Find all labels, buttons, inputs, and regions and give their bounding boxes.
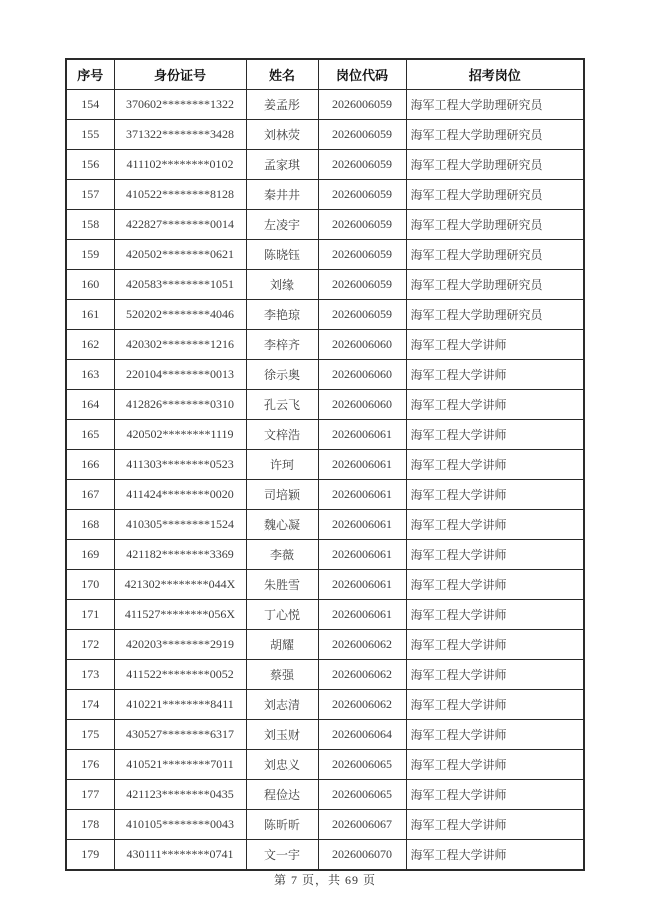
cell-serial-number: 173 — [66, 660, 114, 690]
cell-position-title: 海军工程大学讲师 — [406, 750, 584, 780]
cell-position-code: 2026006062 — [318, 690, 406, 720]
cell-position-title: 海军工程大学助理研究员 — [406, 240, 584, 270]
cell-name: 蔡强 — [246, 660, 318, 690]
cell-serial-number: 159 — [66, 240, 114, 270]
cell-position-code: 2026006061 — [318, 480, 406, 510]
cell-name: 朱胜雪 — [246, 570, 318, 600]
cell-position-code: 2026006065 — [318, 780, 406, 810]
column-header-serial-number: 序号 — [66, 59, 114, 90]
cell-name: 文梓浩 — [246, 420, 318, 450]
cell-name: 魏心凝 — [246, 510, 318, 540]
cell-id-number: 410305********1524 — [114, 510, 246, 540]
cell-id-number: 411303********0523 — [114, 450, 246, 480]
cell-name: 李艳琼 — [246, 300, 318, 330]
cell-position-code: 2026006061 — [318, 540, 406, 570]
cell-id-number: 371322********3428 — [114, 120, 246, 150]
cell-id-number: 370602********1322 — [114, 90, 246, 120]
cell-position-title: 海军工程大学讲师 — [406, 390, 584, 420]
cell-position-code: 2026006061 — [318, 420, 406, 450]
table-body — [66, 90, 584, 871]
cell-position-title: 海军工程大学助理研究员 — [406, 270, 584, 300]
cell-position-code: 2026006060 — [318, 390, 406, 420]
cell-position-code: 2026006060 — [318, 330, 406, 360]
cell-serial-number: 179 — [66, 840, 114, 871]
table-row — [66, 210, 584, 240]
cell-position-title: 海军工程大学助理研究员 — [406, 150, 584, 180]
cell-position-title: 海军工程大学讲师 — [406, 780, 584, 810]
cell-id-number: 412826********0310 — [114, 390, 246, 420]
cell-name: 孔云飞 — [246, 390, 318, 420]
cell-serial-number: 156 — [66, 150, 114, 180]
cell-serial-number: 170 — [66, 570, 114, 600]
table-row — [66, 780, 584, 810]
cell-name: 司培颖 — [246, 480, 318, 510]
cell-id-number: 420203********2919 — [114, 630, 246, 660]
cell-position-title: 海军工程大学讲师 — [406, 810, 584, 840]
cell-position-title: 海军工程大学讲师 — [406, 480, 584, 510]
cell-serial-number: 165 — [66, 420, 114, 450]
cell-serial-number: 172 — [66, 630, 114, 660]
cell-name: 刘忠义 — [246, 750, 318, 780]
table-row — [66, 660, 584, 690]
table-row — [66, 630, 584, 660]
column-header-name: 姓名 — [246, 59, 318, 90]
cell-position-code: 2026006059 — [318, 240, 406, 270]
cell-position-code: 2026006065 — [318, 750, 406, 780]
table-row — [66, 450, 584, 480]
cell-position-code: 2026006061 — [318, 600, 406, 630]
cell-position-code: 2026006059 — [318, 210, 406, 240]
cell-position-code: 2026006061 — [318, 450, 406, 480]
cell-position-code: 2026006061 — [318, 570, 406, 600]
cell-name: 程俭达 — [246, 780, 318, 810]
cell-position-code: 2026006059 — [318, 90, 406, 120]
table-row — [66, 180, 584, 210]
cell-position-title: 海军工程大学讲师 — [406, 840, 584, 871]
cell-position-title: 海军工程大学讲师 — [406, 660, 584, 690]
table-row — [66, 360, 584, 390]
cell-serial-number: 178 — [66, 810, 114, 840]
cell-name: 刘缘 — [246, 270, 318, 300]
cell-id-number: 411522********0052 — [114, 660, 246, 690]
cell-position-code: 2026006059 — [318, 270, 406, 300]
table-row — [66, 480, 584, 510]
cell-serial-number: 162 — [66, 330, 114, 360]
cell-serial-number: 161 — [66, 300, 114, 330]
cell-name: 刘志清 — [246, 690, 318, 720]
table-row — [66, 570, 584, 600]
cell-serial-number: 158 — [66, 210, 114, 240]
cell-id-number: 520202********4046 — [114, 300, 246, 330]
cell-id-number: 410221********8411 — [114, 690, 246, 720]
cell-position-title: 海军工程大学助理研究员 — [406, 90, 584, 120]
cell-position-title: 海军工程大学讲师 — [406, 420, 584, 450]
cell-id-number: 411527********056X — [114, 600, 246, 630]
cell-name: 陈昕昕 — [246, 810, 318, 840]
cell-serial-number: 171 — [66, 600, 114, 630]
cell-serial-number: 168 — [66, 510, 114, 540]
cell-id-number: 411102********0102 — [114, 150, 246, 180]
cell-name: 姜孟彤 — [246, 90, 318, 120]
cell-name: 孟家琪 — [246, 150, 318, 180]
cell-id-number: 420583********1051 — [114, 270, 246, 300]
cell-position-code: 2026006059 — [318, 120, 406, 150]
cell-id-number: 421123********0435 — [114, 780, 246, 810]
cell-name: 许珂 — [246, 450, 318, 480]
cell-name: 胡耀 — [246, 630, 318, 660]
recruitment-roster-table — [65, 58, 585, 871]
cell-name: 丁心悦 — [246, 600, 318, 630]
header-row — [66, 59, 584, 90]
cell-name: 文一宇 — [246, 840, 318, 871]
table-row — [66, 540, 584, 570]
cell-name: 刘林荧 — [246, 120, 318, 150]
cell-position-title: 海军工程大学讲师 — [406, 540, 584, 570]
table-row — [66, 810, 584, 840]
cell-name: 左凌宇 — [246, 210, 318, 240]
page-number-footer: 第 7 页，共 69 页 — [273, 873, 376, 887]
cell-id-number: 421302********044X — [114, 570, 246, 600]
cell-position-title: 海军工程大学讲师 — [406, 330, 584, 360]
cell-name: 陈晓钰 — [246, 240, 318, 270]
cell-position-code: 2026006070 — [318, 840, 406, 871]
cell-position-title: 海军工程大学助理研究员 — [406, 120, 584, 150]
cell-serial-number: 163 — [66, 360, 114, 390]
cell-position-title: 海军工程大学讲师 — [406, 450, 584, 480]
table-row — [66, 330, 584, 360]
cell-id-number: 411424********0020 — [114, 480, 246, 510]
table-row — [66, 90, 584, 120]
cell-serial-number: 166 — [66, 450, 114, 480]
cell-serial-number: 175 — [66, 720, 114, 750]
cell-position-code: 2026006064 — [318, 720, 406, 750]
table-row — [66, 420, 584, 450]
table-row — [66, 600, 584, 630]
cell-name: 刘玉财 — [246, 720, 318, 750]
cell-id-number: 422827********0014 — [114, 210, 246, 240]
cell-position-title: 海军工程大学讲师 — [406, 600, 584, 630]
cell-id-number: 430527********6317 — [114, 720, 246, 750]
table-row — [66, 390, 584, 420]
cell-position-code: 2026006061 — [318, 510, 406, 540]
cell-serial-number: 176 — [66, 750, 114, 780]
cell-position-code: 2026006062 — [318, 630, 406, 660]
table-row — [66, 510, 584, 540]
cell-serial-number: 154 — [66, 90, 114, 120]
cell-position-code: 2026006062 — [318, 660, 406, 690]
column-header-position-code: 岗位代码 — [318, 59, 406, 90]
cell-serial-number: 164 — [66, 390, 114, 420]
cell-position-code: 2026006067 — [318, 810, 406, 840]
table-row — [66, 120, 584, 150]
cell-serial-number: 177 — [66, 780, 114, 810]
cell-serial-number: 157 — [66, 180, 114, 210]
cell-position-code: 2026006059 — [318, 150, 406, 180]
cell-name: 李薇 — [246, 540, 318, 570]
cell-position-code: 2026006060 — [318, 360, 406, 390]
cell-position-title: 海军工程大学讲师 — [406, 720, 584, 750]
column-header-id-number: 身份证号 — [114, 59, 246, 90]
cell-serial-number: 174 — [66, 690, 114, 720]
cell-name: 秦井井 — [246, 180, 318, 210]
cell-name: 李梓齐 — [246, 330, 318, 360]
cell-position-code: 2026006059 — [318, 180, 406, 210]
cell-serial-number: 160 — [66, 270, 114, 300]
cell-serial-number: 155 — [66, 120, 114, 150]
cell-position-title: 海军工程大学讲师 — [406, 570, 584, 600]
cell-serial-number: 167 — [66, 480, 114, 510]
cell-position-title: 海军工程大学讲师 — [406, 360, 584, 390]
table-row — [66, 300, 584, 330]
cell-id-number: 420502********1119 — [114, 420, 246, 450]
cell-id-number: 410105********0043 — [114, 810, 246, 840]
cell-id-number: 420302********1216 — [114, 330, 246, 360]
cell-position-title: 海军工程大学讲师 — [406, 630, 584, 660]
cell-id-number: 421182********3369 — [114, 540, 246, 570]
table-row — [66, 240, 584, 270]
cell-position-code: 2026006059 — [318, 300, 406, 330]
cell-position-title: 海军工程大学助理研究员 — [406, 180, 584, 210]
cell-id-number: 430111********0741 — [114, 840, 246, 871]
table-row — [66, 750, 584, 780]
table-row — [66, 720, 584, 750]
cell-name: 徐示奥 — [246, 360, 318, 390]
table-row — [66, 270, 584, 300]
table-row — [66, 840, 584, 871]
cell-position-title: 海军工程大学助理研究员 — [406, 300, 584, 330]
table-row — [66, 150, 584, 180]
cell-position-title: 海军工程大学讲师 — [406, 510, 584, 540]
cell-position-title: 海军工程大学助理研究员 — [406, 210, 584, 240]
cell-id-number: 410522********8128 — [114, 180, 246, 210]
column-header-position-title: 招考岗位 — [406, 59, 584, 90]
cell-id-number: 420502********0621 — [114, 240, 246, 270]
cell-serial-number: 169 — [66, 540, 114, 570]
cell-id-number: 220104********0013 — [114, 360, 246, 390]
cell-position-title: 海军工程大学讲师 — [406, 690, 584, 720]
cell-id-number: 410521********7011 — [114, 750, 246, 780]
table-row — [66, 690, 584, 720]
